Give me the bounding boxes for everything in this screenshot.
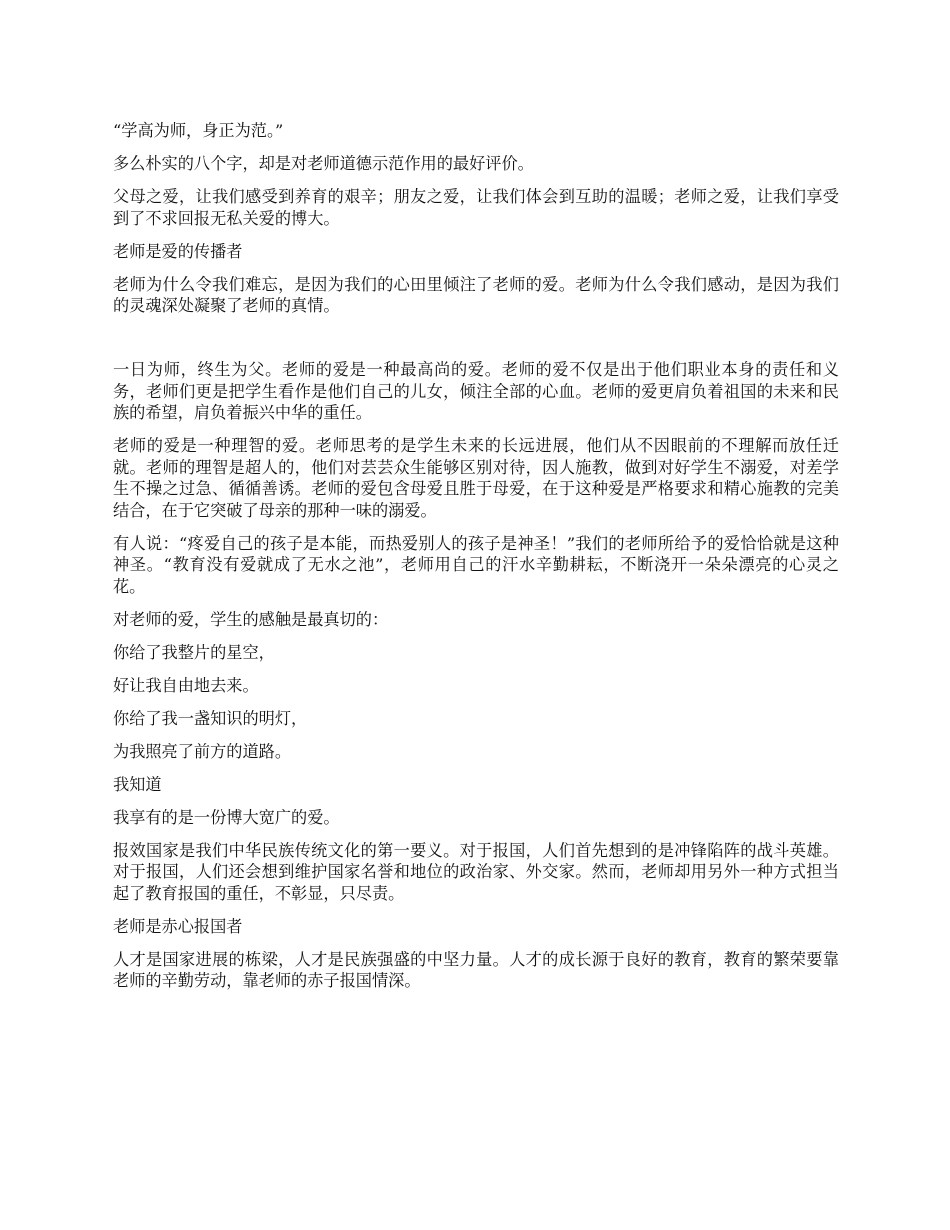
patriotism-paragraph: 报效国家是我们中华民族传统文化的第一要义。对于报国，人们首先想到的是冲锋陷阵的战斗英雄。对于报国，人们还会想到维护国家名誉和地位的政治家、外交家。然而，老师却用另外一种方式担当起了教育报国的重任，不彰显，只尽责。	[113, 840, 839, 903]
blank-gap	[113, 328, 839, 359]
noble-love-paragraph: 一日为师，终生为父。老师的爱是一种最高尚的爱。老师的爱不仅是出于他们职业本身的责任和义务，老师们更是把学生看作是他们自己的儿女，倾注全部的心血。老师的爱更肩负着祖国的未来和民族的希望，肩负着振兴中华的重任。	[113, 360, 839, 422]
unforgettable-paragraph: 老师为什么令我们难忘，是因为我们的心田里倾注了老师的爱。老师为什么令我们感动，是因为我们的灵魂深处凝聚了老师的真情。	[113, 274, 839, 315]
poem-line: 你给了我整片的星空，	[113, 642, 275, 662]
poem-line: 好让我自由地去来。	[113, 675, 259, 695]
rational-love-paragraph: 老师的爱是一种理智的爱。老师思考的是学生未来的长远进展，他们从不因眼前的不理解而放任迁就。老师的理智是超人的，他们对芸芸众生能够区别对待，因人施教，做到对好学生不溺爱，对差学生不操之过急、循循善诱。老师的爱包含母爱且胜于母爱，在于这种爱是严格要求和精心施教的完美结合，在于它突破了母亲的那种一味的溺爱。	[113, 436, 839, 520]
poem-line: 我知道	[113, 774, 162, 794]
quote-paragraph: “学高为师，身正为范。”	[113, 121, 284, 140]
section-heading-love: 老师是爱的传播者	[113, 241, 243, 261]
student-feeling-paragraph: 对老师的爱，学生的感触是最真切的：	[113, 609, 389, 629]
poem-line: 为我照亮了前方的道路。	[113, 741, 292, 761]
poem-line: 你给了我一盏知识的明灯，	[113, 708, 308, 728]
document-page	[113, 120, 839, 1003]
talent-paragraph: 人才是国家进展的栋梁，人才是民族强盛的中坚力量。人才的成长源于良好的教育，教育的繁荣要靠老师的辛勤劳动，靠老师的赤子报国情深。	[113, 949, 839, 990]
poem-line: 我享有的是一份博大宽广的爱。	[113, 807, 340, 827]
sacred-love-paragraph: 有人说：“疼爱自己的孩子是本能，而热爱别人的孩子是神圣！”我们的老师所给予的爱恰恰就是这种神圣。“教育没有爱就成了无水之池”，老师用自己的汗水辛勤耕耘，不断浇开一朵朵漂亮的心灵之花。	[113, 533, 839, 596]
section-heading-patriot: 老师是赤心报国者	[113, 916, 243, 936]
love-comparison-paragraph: 父母之爱，让我们感受到养育的艰辛；朋友之爱，让我们体会到互助的温暖；老师之爱，让我们享受到了不求回报无私关爱的博大。	[113, 187, 839, 228]
intro-paragraph: 多么朴实的八个字，却是对老师道德示范作用的最好评价。	[113, 154, 534, 173]
